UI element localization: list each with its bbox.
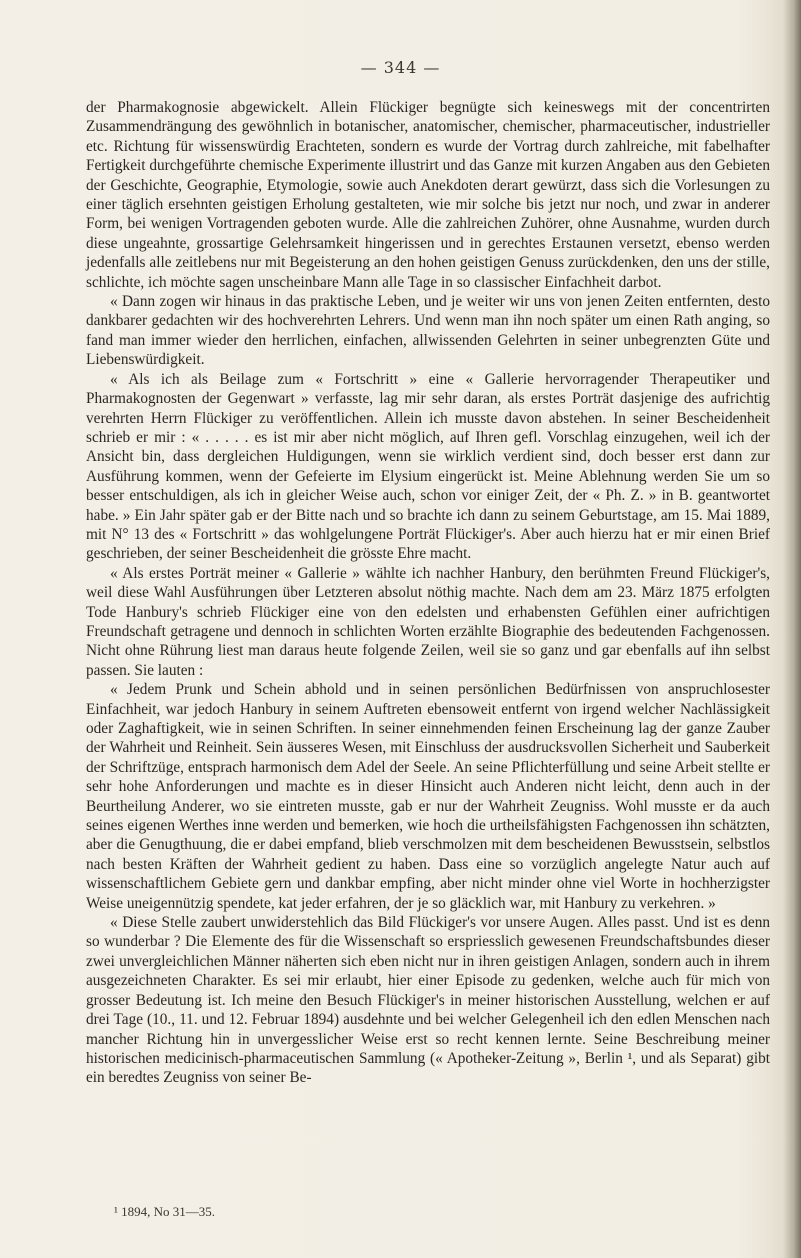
paragraph-3: « Als ich als Beilage zum « Fortschritt » eine « Gallerie hervorragender Therapeutiker und Pharmakognosten der Gegenwart » verfasste, lag mir sehr daran, als erstes Porträt dasjenige des aufrichtig verehrten Herrn Flückiger zu veröffentlichen. Allein ich musste davon abstehen. In seiner Bescheidenheit schrieb er mir : « . . . . . es ist mir aber nicht möglich, auf Ihren gefl. Vorschlag einzugehen, weil ich der Ansicht bin, dass dergleichen Huldigungen, wenn sie wirklich verdient sind, doch besser erst dann zur Ausführung kommen, wenn der Gefeierte im Elysium eingerückt ist. Meine Ablehnung werden Sie um so besser entschuldigen, als ich in gleicher Weise auch, schon vor einiger Zeit, der « Ph. Z. » in B. geantwortet habe. » Ein Jahr später gab er der Bitte nach und so brachte ich dann zu seinem Geburtstage, am 15. Mai 1889, mit N° 13 des « Fortschritt » das wohlgelungene Porträt Flückiger's. Aber auch hierzu hat er mir einen Brief geschrieben, der seiner Bescheidenheit die grösste Ehre macht. [86, 370, 770, 563]
paragraph-4: « Als erstes Porträt meiner « Gallerie » wählte ich nachher Hanbury, den berühmten Freund Flückiger's, weil diese Wahl Ausführungen über Letzteren absolut nöthig machte. Nach dem am 23. März 1875 erfolgten Tode Hanbury's schrieb Flückiger eine von den edelsten und erhabensten Gefühlen einer aufrichtigen Freundschaft getragene und dennoch in schlichten Worten erzählte Biographie des bedeutenden Fachgenossen. Nicht ohne Rührung liest man daraus heute folgende Zeilen, weil sie so ganz und gar ebenfalls auf ihn selbst passen. Sie lauten : [86, 564, 770, 679]
body-text [86, 98, 770, 1088]
page-number: — 344 — [360, 58, 441, 77]
footnote: ¹ 1894, No 31—35. [114, 1204, 216, 1219]
paragraph-1: der Pharmakognosie abgewickelt. Allein Flückiger begnügte sich keineswegs mit der concentrirten Zusammendrängung des gewöhnlich in botanischer, anatomischer, chemischer, pharmaceutischer, industrieller etc. Richtung für wissenswürdig Erachteten, sondern es wurde der Vortrag durch zahlreiche, mit fabelhafter Fertigkeit durchgeführte chemische Experimente illustrirt und das Ganze mit kurzen Angaben aus den Gebieten der Geschichte, Geographie, Etymologie, sowie auch Anekdoten derart gewürzt, dass sich die Vorlesungen zu einer täglich ersehnten geistigen Erholung gestalteten, wie mir solche bis jetzt nur noch, und zwar in anderer Form, bei wenigen Vortragenden geboten wurde. Alle die zahlreichen Zuhörer, ohne Ausnahme, wurden durch diese ungeahnte, grossartige Gelehrsamkeit hingerissen und in gerechtes Erstaunen versetzt, ebenso werden jedenfalls alle zeitlebens nur mit Begeisterung an den hohen geistigen Genuss zurückdenken, den uns der stille, schlichte, ich möchte sagen unscheinbare Mann alle Tage in so classischer Einfachheit darbot. [86, 99, 770, 291]
page-edge-shadow [783, 0, 801, 1258]
paragraph-5: « Jedem Prunk und Schein abhold und in seinen persönlichen Bedürfnissen von anspruchlosester Einfachheit, war jedoch Hanbury in seinem Auftreten ebensoweit entfernt von irgend welcher Nachlässigkeit oder Zaghaftigkeit, wie in seinen Schriften. In seiner einnehmenden feinen Erscheinung lag der ganze Zauber der Wahrheit und Reinheit. Sein äusseres Wesen, mit Einschluss der ausdrucksvollen Sicherheit und Sauberkeit der Schriftzüge, entsprach harmonisch dem Adel der Seele. An seine Pflichterfüllung und seine Arbeit stellte er sehr hohe Anforderungen und machte es in dieser Hinsicht auch Anderen nicht leicht, denn auch in der Beurtheilung Anderer, wo sie eintreten musste, gab er nur der Wahrheit Zeugniss. Wohl musste er da auch seines eigenen Werthes inne werden und bemerken, wie hoch die urtheilsfähigsten Fachgenossen ihn schätzten, aber die Genugthuung, die er dabei empfand, blieb verschmolzen mit dem bescheidenen Bewusstsein, selbstlos nach besten Kräften der Wahrheit gedient zu haben. Dass eine so vorzüglich angelegte Natur auch auf wissenschaftlichem Gebiete gern und dankbar empfing, aber nicht minder ohne viel Worte in hochherzigster Weise uneigennützig spendete, kat jeder erfahren, der je so gläcklich war, mit Hanbury zu verkehren. » [86, 681, 770, 912]
paragraph-6: « Diese Stelle zaubert unwiderstehlich das Bild Flückiger's vor unsere Augen. Alles passt. Und ist es denn so wunderbar ? Die Elemente des für die Wissenschaft so erspriesslich gewesenen Freundschaftsbundes dieser zwei unvergleichlichen Männer näherten sich eben nicht nur in ihren geistigen Anlagen, sondern auch in ihrem ausgezeichneten Charakter. Es sei mir erlaubt, hier einer Episode zu gedenken, welche auch für mich von grosser Bedeutung ist. Ich meine den Besuch Flückiger's in meiner historischen Ausstellung, welchen er auf drei Tage (10., 11. und 12. Februar 1894) ausdehnte und bei welcher Gelegenheil ich den edlen Menschen nach mancher Richtung hin in unvergesslicher Weise erst so recht kennen lernte. Seine Beschreibung meiner historischen medicinisch-pharmaceutischen Sammlung (« Apotheker-Zeitung », Berlin ¹, und als Separat) gibt ein beredtes Zeugniss von seiner Be- [86, 914, 770, 1087]
paragraph-2: « Dann zogen wir hinaus in das praktische Leben, und je weiter wir uns von jenen Zeiten entfernten, desto dankbarer gedachten wir des hochverehrten Lehrers. Und wenn man ihn noch später um einen Rath anging, so fand man immer wieder den herrlichen, einfachen, allwissenden Gelehrten in seiner unbegrenzten Güte und Liebenswürdigkeit. [86, 293, 770, 369]
